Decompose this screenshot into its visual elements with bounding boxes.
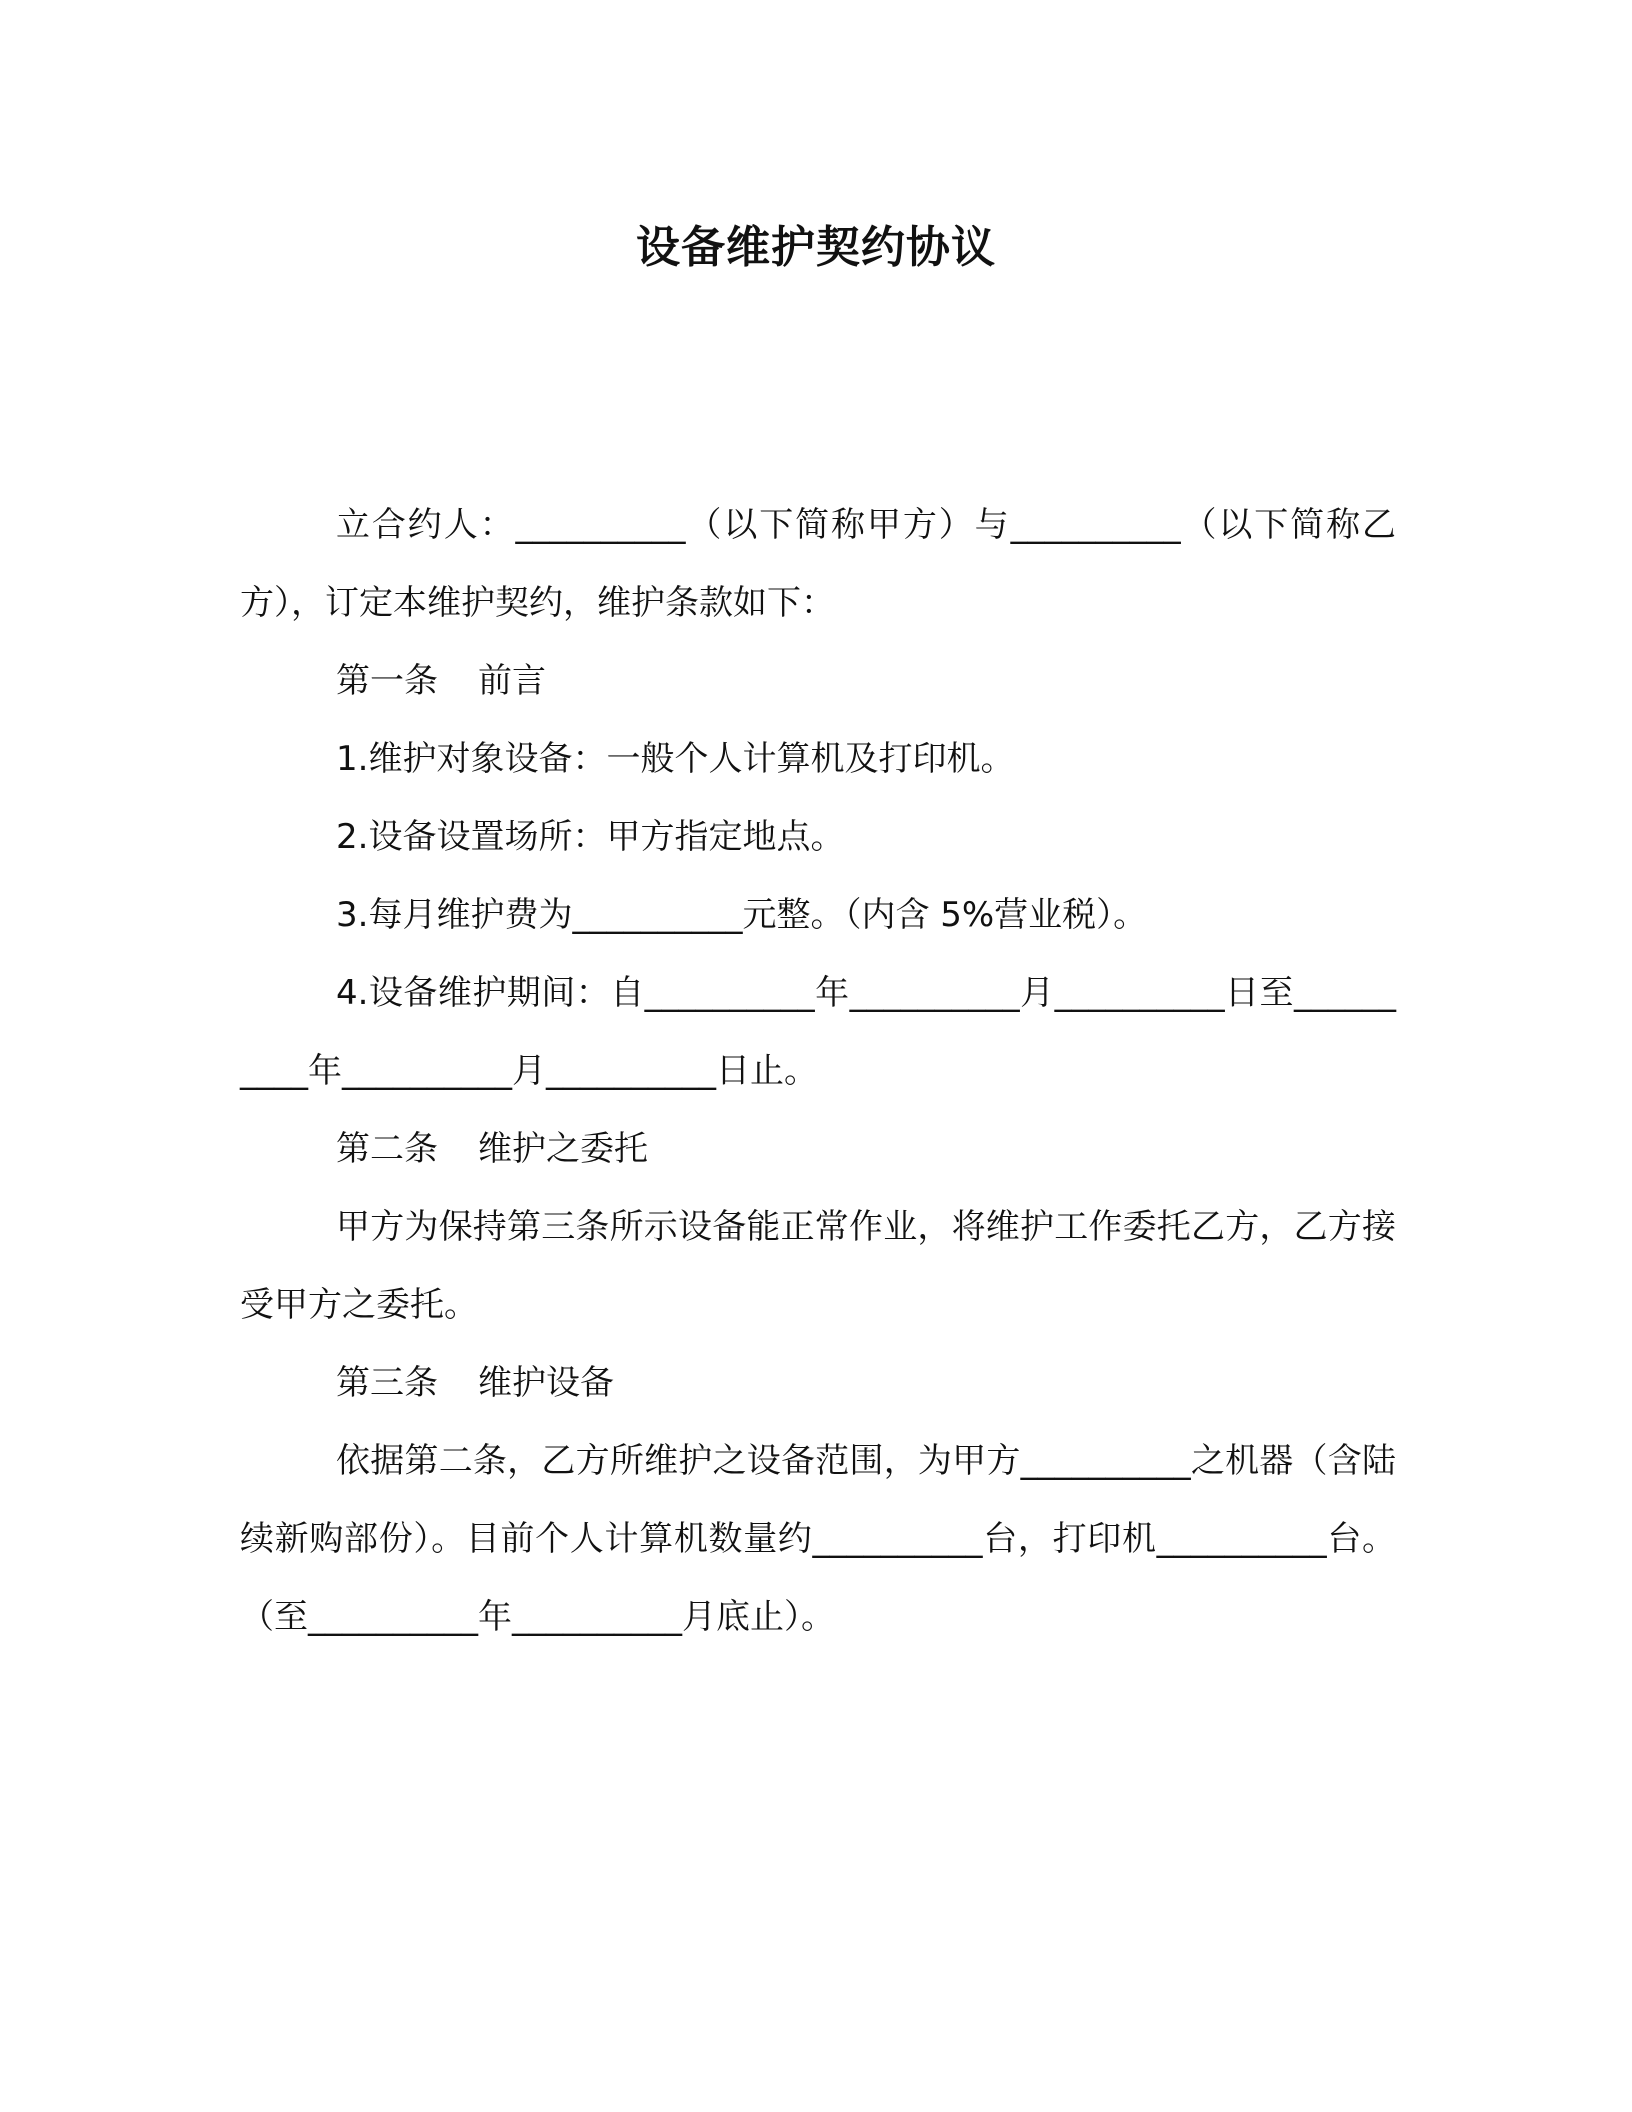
article-number: 第三条: [336, 1363, 438, 1403]
clause-paragraph: 1.维护对象设备：一般个人计算机及打印机。: [336, 739, 1015, 779]
article-title: 维护设备: [478, 1363, 614, 1403]
article-heading-2: [240, 1110, 1396, 1188]
clause-paragraph: 4.设备维护期间：自__________年__________月__________日至__________年__________月__________日止。: [240, 973, 1396, 1091]
clause-paragraph: 依据第二条，乙方所维护之设备范围，为甲方__________之机器（含陆续新购部份）。目前个人计算机数量约__________台，打印机__________台。（至__________年__________月底止）。: [240, 1441, 1396, 1637]
clause-paragraph: 3.每月维护费为__________元整。（内含 5%营业税）。: [336, 895, 1148, 935]
article-number: 第二条: [336, 1129, 438, 1169]
article-heading-1: [240, 642, 1396, 720]
clause-paragraph: 甲方为保持第三条所示设备能正常作业，将维护工作委托乙方，乙方接受甲方之委托。: [240, 1207, 1396, 1325]
clause-paragraph: 2.设备设置场所：甲方指定地点。: [336, 817, 845, 857]
article-heading-3: [240, 1344, 1396, 1422]
article-number: 第一条: [336, 661, 438, 701]
article-title: 维护之委托: [478, 1129, 648, 1169]
document-body: [240, 486, 1396, 1656]
document-title: 设备维护契约协议: [636, 222, 996, 273]
preamble-paragraph: 立合约人：__________（以下简称甲方）与__________（以下简称乙方），订定本维护契约，维护条款如下：: [240, 505, 1396, 623]
article-title: 前言: [478, 661, 546, 701]
